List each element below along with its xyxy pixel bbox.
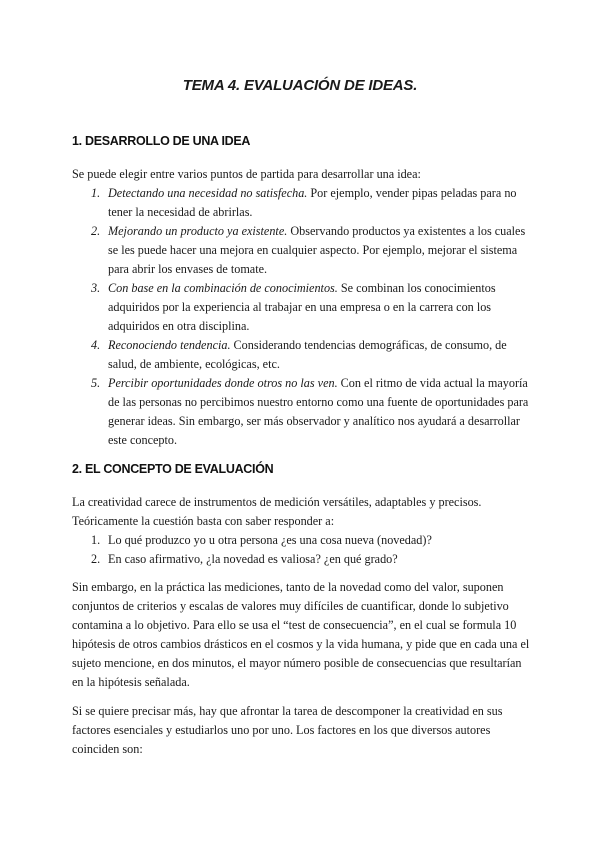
- page-title: TEMA 4. EVALUACIÓN DE IDEAS.: [182, 77, 418, 94]
- list-number: 2.: [91, 224, 101, 238]
- section-2-paragraph-1: Sin embargo, en la práctica las mediciones, tanto de la novedad como del valor, suponen conjuntos de criterios y escalas de valores muy difíciles de cuantificar, donde lo subjetivo contamina a lo objetivo. Para ello se usa el “test de consecuencia”, en el cual se formula 10 hipótesis de otros cambios drásticos en el cosmos y la vida humana, y pide que en cada una el sujeto mencione, en dos minutos, el mayor número posible de consecuencias que resultarían en la hipótesis señalada.: [72, 580, 530, 689]
- list-number: 1.: [91, 533, 101, 547]
- section-2-intro: La creatividad carece de instrumentos de medición versátiles, adaptables y precisos. Teóricamente la cuestión basta con saber responder a:: [72, 495, 482, 528]
- section-2-list: [72, 531, 532, 569]
- list-item: [72, 374, 532, 450]
- list-item-italic: Mejorando un producto ya existente.: [108, 224, 288, 238]
- list-item-text: Se combinan los conocimientos adquiridos por la experiencia al trabajar en una empresa o en la carrera con los adquiridos en otra disciplina.: [108, 281, 496, 333]
- list-item: [72, 336, 532, 374]
- list-item-italic: Reconociendo tendencia.: [108, 338, 231, 352]
- list-item-text: Lo qué produzco yo u otra persona ¿es una cosa nueva (novedad)?: [108, 533, 432, 547]
- list-item-text: Por ejemplo, vender pipas peladas para no tener la necesidad de abrirlas.: [108, 186, 517, 219]
- list-item-text: Considerando tendencias demográficas, de consumo, de salud, de ambiente, ecológicas, etc.: [108, 338, 507, 371]
- section-1-intro: Se puede elegir entre varios puntos de partida para desarrollar una idea:: [72, 167, 421, 181]
- list-item-italic: Percibir oportunidades donde otros no las ven.: [108, 376, 338, 390]
- list-item-italic: Detectando una necesidad no satisfecha.: [108, 186, 308, 200]
- list-number: 4.: [91, 338, 101, 352]
- list-item: [72, 222, 532, 279]
- list-item-italic: Con base en la combinación de conocimientos.: [108, 281, 338, 295]
- section-2-paragraph-2: Si se quiere precisar más, hay que afrontar la tarea de descomponer la creatividad en sus factores esenciales y estudiarlos uno por uno. Los factores en los que diversos autores coinciden son:: [72, 704, 503, 756]
- section-1-list: [72, 184, 532, 450]
- list-item: [72, 184, 532, 222]
- list-item: [72, 550, 532, 569]
- list-number: 3.: [91, 281, 101, 295]
- section-2-heading: 2. EL CONCEPTO DE EVALUACIÓN: [72, 462, 274, 476]
- list-item-text: Observando productos ya existentes a los cuales se les puede hacer una mejora en cualquier aspecto. Por ejemplo, mejorar el sistema para abrir los envases de tomate.: [108, 224, 526, 276]
- list-item-text: Con el ritmo de vida actual la mayoría de las personas no percibimos nuestro entorno como una fuente de oportunidades para generar ideas. Sin embargo, ser más observador y analítico nos ayudará a desarrollar este concepto.: [108, 376, 529, 447]
- list-item: [72, 279, 532, 336]
- list-item: [72, 531, 532, 550]
- list-number: 1.: [91, 186, 101, 200]
- list-number: 2.: [91, 552, 101, 566]
- list-number: 5.: [91, 376, 101, 390]
- list-item-text: En caso afirmativo, ¿la novedad es valiosa? ¿en qué grado?: [108, 552, 398, 566]
- section-1-heading: 1. DESARROLLO DE UNA IDEA: [72, 134, 251, 148]
